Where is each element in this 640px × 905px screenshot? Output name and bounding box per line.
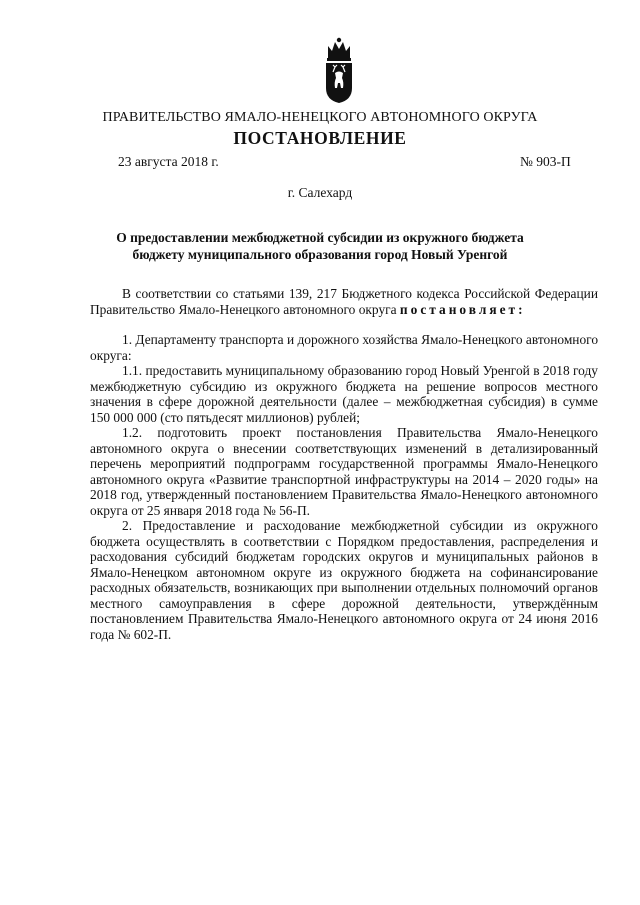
document-subject: О предоставлении межбюджетной субсидии из окружного бюджета бюджету муниципального образования город Новый Уренгой [116,230,524,262]
document-type-title: ПОСТАНОВЛЕНИЕ [233,128,407,148]
document-city: г. Салехард [287,185,353,200]
preamble-text: В соответствии со статьями 139, 217 Бюджетного кодекса Российской Федерации Правительство Ямало-Ненецкого автономного округа [90,286,598,317]
paragraph-1-2: 1.2. подготовить проект постановления Правительства Ямало-Ненецкого автономного округа о внесении соответствующих изменений в детализированный перечень мероприятий подпрограмм государственной программы Ямало-Ненецкого автономного округа «Развитие транспортной инфраструктуры на 2014 – 2020 годы» на 2018 год, утвержденный постановлением Правительства Ямало-Ненецкого автономного округа от 25 января 2018 года № 56-П. [90,425,598,518]
document-date: 23 августа 2018 г. [118,154,219,169]
paragraph-1: 1. Департаменту транспорта и дорожного хозяйства Ямало-Ненецкого автономного округа: [90,332,599,363]
document-number: № 903-П [520,154,571,169]
paragraph-1-1: 1.1. предоставить муниципальному образованию город Новый Уренгой в 2018 году межбюджетную субсидию из окружного бюджета на решение вопросов местного значения в сфере дорожной деятельности (далее – межбюджетная субсидия) в сумме 150 000 000 (сто пятьдесят миллионов) рублей; [90,363,598,425]
document-body [90,286,598,642]
preamble [90,286,598,317]
government-name: ПРАВИТЕЛЬСТВО ЯМАЛО-НЕНЕЦКОГО АВТОНОМНОГО ОКРУГА [102,110,538,125]
paragraph-2: 2. Предоставление и расходование межбюджетной субсидии из окружного бюджета осуществлять в соответствии с Порядком предоставления, распределения и расходования субсидий бюджетам городских округов и муниципальных районов в Ямало-Ненецком автономном округе из окружного бюджета на софинансирование расходных обязательств, возникающих при выполнении отдельных полномочий органов местного самоуправления в сфере дорожной деятельности, утверждённым постановлением Правительства Ямало-Ненецкого автономного округа от 24 июня 2016 года № 602-П. [90,518,598,642]
resolves-word: постановляет: [399,301,526,317]
coat-of-arms-emblem-icon [324,36,354,104]
